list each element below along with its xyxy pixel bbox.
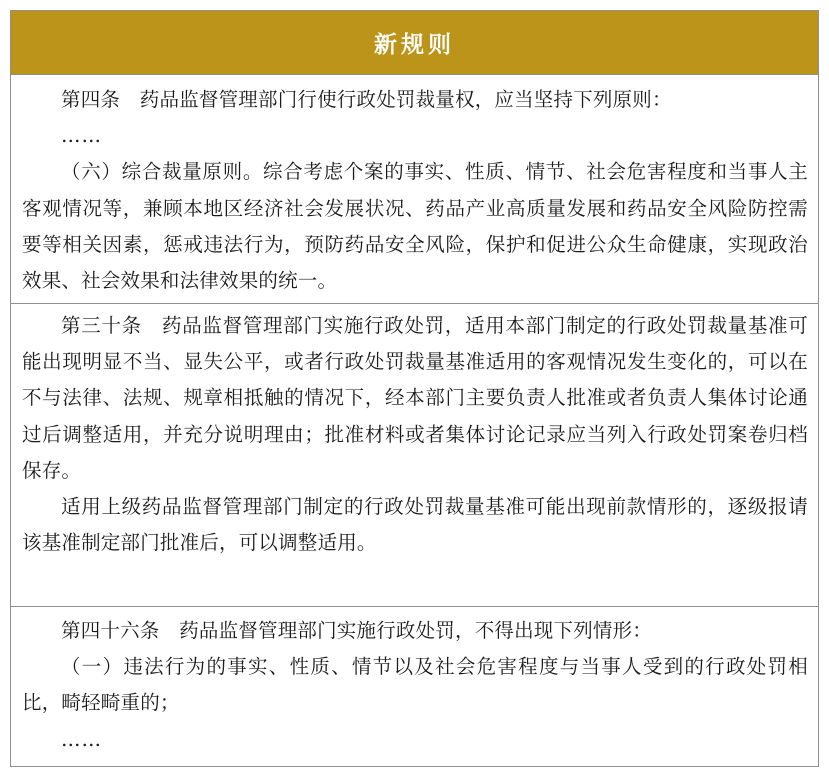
article-30-paragraph-2: 适用上级药品监督管理部门制定的行政处罚裁量基准可能出现前款情形的，逐级报请该基准制定部门批准后，可以调整适用。 bbox=[22, 495, 808, 555]
rules-table bbox=[10, 10, 819, 767]
section-article-30 bbox=[11, 305, 818, 607]
article-4-item-6: （六）综合裁量原则。综合考虑个案的事实、性质、情节、社会危害程度和当事人主客观情况等，兼顾本地区经济社会发展状况、药品产业高质量发展和药品安全风险防控需要等相关因素，惩戒违法行为，预防药品安全风险，保护和促进公众生命健康，实现政治效果、社会效果和法律效果的统一。 bbox=[22, 160, 808, 293]
section-article-4 bbox=[11, 75, 818, 304]
section-article-46 bbox=[11, 608, 818, 766]
article-4-heading: 第四条 药品监督管理部门行使行政处罚裁量权，应当坚持下列原则： bbox=[61, 88, 672, 111]
table-header bbox=[11, 11, 818, 75]
article-46-heading: 第四十六条 药品监督管理部门实施行政处罚，不得出现下列情形： bbox=[61, 619, 653, 642]
header-title: 新规则 bbox=[374, 31, 455, 58]
article-46-ellipsis: …… bbox=[61, 727, 102, 751]
article-46-item-1: （一）违法行为的事实、性质、情节以及社会危害程度与当事人受到的行政处罚相比，畸轻畸重的； bbox=[22, 655, 808, 715]
article-30-paragraph-1: 第三十条 药品监督管理部门实施行政处罚，适用本部门制定的行政处罚裁量基准可能出现明显不当、显失公平，或者行政处罚裁量基准适用的客观情况发生变化的，可以在不与法律、法规、规章相抵触的情况下，经本部门主要负责人批准或者负责人集体讨论通过后调整适用，并充分说明理由；批准材料或者集体讨论记录应当列入行政处罚案卷归档保存。 bbox=[22, 314, 808, 482]
article-4-ellipsis: …… bbox=[61, 124, 102, 148]
